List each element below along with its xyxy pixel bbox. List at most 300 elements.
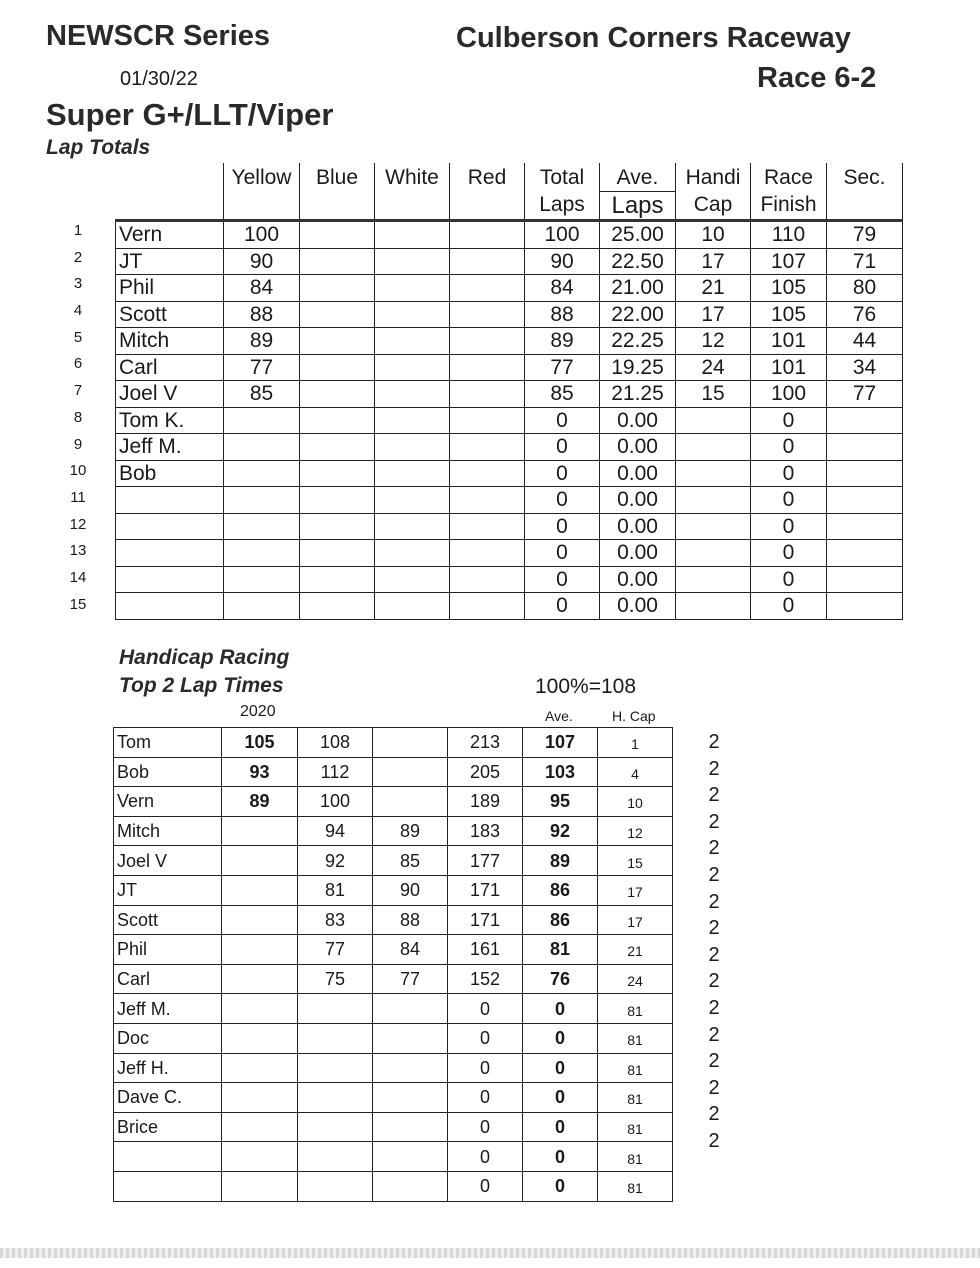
table-cell: 19.25 xyxy=(600,354,676,381)
column-header xyxy=(300,163,375,221)
table-cell: 0 xyxy=(448,1142,523,1172)
table-cell: 0 xyxy=(525,593,600,620)
row-number: 4 xyxy=(73,302,83,320)
table-cell: 0 xyxy=(448,1083,523,1113)
table-row xyxy=(116,407,903,434)
table-cell xyxy=(450,460,525,487)
table-cell: 76 xyxy=(827,301,903,328)
table-cell: 89 xyxy=(222,787,298,817)
table-cell xyxy=(298,994,373,1024)
row-number: 9 xyxy=(73,435,83,453)
handicap-label: H. Cap xyxy=(612,708,656,724)
table-cell xyxy=(298,1053,373,1083)
table-cell: 0 xyxy=(448,1053,523,1083)
table-cell xyxy=(373,1112,448,1142)
table-cell: 81 xyxy=(598,1142,673,1172)
table-cell: 84 xyxy=(373,935,448,965)
table-cell: 94 xyxy=(298,816,373,846)
table-cell: 12 xyxy=(676,328,751,355)
table-cell xyxy=(375,275,450,302)
table-row xyxy=(116,301,903,328)
header-line: Yellow xyxy=(231,166,292,189)
table-cell xyxy=(450,407,525,434)
table-cell xyxy=(222,1171,298,1201)
table-cell: 0 xyxy=(525,407,600,434)
table-cell: 171 xyxy=(448,905,523,935)
table-row xyxy=(114,816,673,846)
table-cell: 24 xyxy=(598,964,673,994)
race-date: 01/30/22 xyxy=(120,68,198,90)
table-cell: 107 xyxy=(751,248,827,275)
driver-name-cell: Phil xyxy=(116,275,224,302)
table-cell xyxy=(375,407,450,434)
header-line: Total xyxy=(539,166,585,189)
row-number: 12 xyxy=(69,515,87,533)
header-line: White xyxy=(385,166,439,189)
table-cell xyxy=(300,460,375,487)
table-cell xyxy=(300,275,375,302)
table-cell xyxy=(298,1171,373,1201)
table-row xyxy=(116,221,903,249)
table-cell xyxy=(676,434,751,461)
table-cell xyxy=(373,728,448,758)
table-cell: 86 xyxy=(523,905,598,935)
table-cell: 189 xyxy=(448,787,523,817)
header-line: Laps xyxy=(539,193,585,216)
table-cell: 25.00 xyxy=(600,221,676,249)
table-row xyxy=(114,1023,673,1053)
table-cell xyxy=(450,513,525,540)
table-cell: 103 xyxy=(523,757,598,787)
table-cell xyxy=(222,935,298,965)
driver-name-cell xyxy=(116,513,224,540)
table-cell: 0 xyxy=(751,487,827,514)
table-cell xyxy=(222,1053,298,1083)
table-cell xyxy=(373,1023,448,1053)
table-cell: 81 xyxy=(598,1053,673,1083)
table-row xyxy=(114,787,673,817)
table-cell: 44 xyxy=(827,328,903,355)
table-row xyxy=(114,905,673,935)
driver-name-cell: Joel V xyxy=(116,381,224,408)
table-cell: 10 xyxy=(676,221,751,249)
table-cell: 15 xyxy=(598,846,673,876)
table-row xyxy=(114,875,673,905)
series-title: NEWSCR Series xyxy=(46,20,271,52)
table-cell xyxy=(450,487,525,514)
table-cell xyxy=(827,407,903,434)
table-cell: 93 xyxy=(222,757,298,787)
table-cell: 0 xyxy=(448,1023,523,1053)
table-row xyxy=(116,487,903,514)
handicap-table xyxy=(113,727,673,1202)
table-cell: 107 xyxy=(523,728,598,758)
column-header xyxy=(676,163,751,221)
heat-count: 2 xyxy=(708,1023,720,1046)
table-cell xyxy=(375,434,450,461)
average-label: Ave. xyxy=(545,708,573,724)
table-cell xyxy=(450,248,525,275)
table-cell: 0 xyxy=(523,1053,598,1083)
table-cell: 80 xyxy=(827,275,903,302)
table-cell xyxy=(827,566,903,593)
table-cell xyxy=(373,1083,448,1113)
driver-name-cell: Carl xyxy=(116,354,224,381)
column-header xyxy=(827,163,903,221)
table-cell: 100 xyxy=(224,221,300,249)
table-row xyxy=(114,1171,673,1201)
table-cell xyxy=(373,994,448,1024)
table-cell xyxy=(222,964,298,994)
table-cell: 4 xyxy=(598,757,673,787)
table-row xyxy=(114,964,673,994)
table-cell: 90 xyxy=(373,875,448,905)
table-cell xyxy=(375,354,450,381)
table-cell: 161 xyxy=(448,935,523,965)
table-cell xyxy=(375,593,450,620)
table-cell xyxy=(300,566,375,593)
table-cell: 100 xyxy=(525,221,600,249)
table-cell xyxy=(676,460,751,487)
table-cell: 95 xyxy=(523,787,598,817)
handicap-racing-heading: Handicap Racing xyxy=(119,646,290,669)
driver-name-cell: JT xyxy=(116,248,224,275)
table-cell xyxy=(300,434,375,461)
driver-name-cell xyxy=(114,1142,222,1172)
table-cell: 22.25 xyxy=(600,328,676,355)
table-cell xyxy=(300,354,375,381)
table-row xyxy=(114,1083,673,1113)
table-cell: 92 xyxy=(523,816,598,846)
table-cell: 89 xyxy=(523,846,598,876)
table-cell: 85 xyxy=(224,381,300,408)
table-cell xyxy=(450,275,525,302)
table-cell: 90 xyxy=(224,248,300,275)
table-cell: 0.00 xyxy=(600,566,676,593)
table-cell: 177 xyxy=(448,846,523,876)
table-cell: 101 xyxy=(751,354,827,381)
driver-name-cell: Carl xyxy=(114,964,222,994)
table-cell: 105 xyxy=(222,728,298,758)
header-line: Handi xyxy=(685,166,741,189)
table-cell: 86 xyxy=(523,875,598,905)
table-cell: 0 xyxy=(525,513,600,540)
table-cell xyxy=(375,221,450,249)
table-cell: 0 xyxy=(523,1171,598,1201)
header-blank xyxy=(116,163,224,221)
table-cell: 0.00 xyxy=(600,434,676,461)
heat-count: 2 xyxy=(708,917,720,940)
table-cell: 0 xyxy=(523,1112,598,1142)
table-cell: 71 xyxy=(827,248,903,275)
table-cell: 22.00 xyxy=(600,301,676,328)
table-cell: 12 xyxy=(598,816,673,846)
driver-name-cell: Mitch xyxy=(116,328,224,355)
table-cell xyxy=(224,513,300,540)
heat-count: 2 xyxy=(708,731,720,753)
table-cell: 83 xyxy=(298,905,373,935)
table-cell xyxy=(375,566,450,593)
table-cell: 88 xyxy=(224,301,300,328)
driver-name-cell: Joel V xyxy=(114,846,222,876)
row-number: 8 xyxy=(73,408,83,426)
table-cell: 77 xyxy=(298,935,373,965)
table-cell xyxy=(676,487,751,514)
table-cell xyxy=(450,328,525,355)
heat-count: 2 xyxy=(708,970,720,993)
table-cell: 89 xyxy=(224,328,300,355)
table-cell xyxy=(300,540,375,567)
table-cell: 24 xyxy=(676,354,751,381)
table-cell xyxy=(373,757,448,787)
scan-edge xyxy=(0,1248,980,1258)
driver-name-cell: Vern xyxy=(114,787,222,817)
table-cell xyxy=(827,593,903,620)
table-cell xyxy=(300,513,375,540)
table-cell: 92 xyxy=(298,846,373,876)
driver-name-cell: JT xyxy=(114,875,222,905)
table-cell: 0 xyxy=(523,1083,598,1113)
row-number: 5 xyxy=(73,328,83,346)
driver-name-cell: Tom xyxy=(114,728,222,758)
table-cell xyxy=(224,434,300,461)
table-cell xyxy=(224,460,300,487)
table-cell xyxy=(298,1023,373,1053)
lap-totals-table xyxy=(115,163,903,620)
table-cell: 205 xyxy=(448,757,523,787)
table-cell: 15 xyxy=(676,381,751,408)
driver-name-cell xyxy=(116,566,224,593)
table-cell xyxy=(300,407,375,434)
driver-name-cell xyxy=(116,540,224,567)
row-number: 6 xyxy=(73,355,83,373)
table-cell xyxy=(222,1112,298,1142)
table-cell: 17 xyxy=(676,301,751,328)
table-cell xyxy=(827,460,903,487)
table-cell: 100 xyxy=(751,381,827,408)
header-line: Sec. xyxy=(843,166,886,189)
driver-name-cell: Doc xyxy=(114,1023,222,1053)
table-cell: 0 xyxy=(525,566,600,593)
driver-name-cell: Jeff M. xyxy=(116,434,224,461)
driver-name-cell: Bob xyxy=(114,757,222,787)
table-row xyxy=(116,593,903,620)
table-cell: 0 xyxy=(448,994,523,1024)
table-cell: 22.50 xyxy=(600,248,676,275)
driver-name-cell: Phil xyxy=(114,935,222,965)
table-cell xyxy=(676,566,751,593)
table-cell xyxy=(300,328,375,355)
table-cell: 105 xyxy=(751,301,827,328)
heat-count: 2 xyxy=(708,863,720,886)
table-row xyxy=(114,757,673,787)
table-cell xyxy=(298,1112,373,1142)
table-cell: 10 xyxy=(598,787,673,817)
table-cell xyxy=(676,540,751,567)
table-cell: 0 xyxy=(448,1171,523,1201)
row-number: 14 xyxy=(69,568,87,586)
table-cell xyxy=(373,787,448,817)
heat-count: 2 xyxy=(708,890,720,913)
heat-count: 2 xyxy=(708,1103,720,1126)
table-row xyxy=(114,1112,673,1142)
table-cell: 100 xyxy=(298,787,373,817)
table-row xyxy=(116,434,903,461)
table-cell: 0 xyxy=(525,540,600,567)
table-cell xyxy=(222,994,298,1024)
table-row xyxy=(114,935,673,965)
driver-name-cell: Tom K. xyxy=(116,407,224,434)
heat-count: 2 xyxy=(708,837,720,860)
table-row xyxy=(116,540,903,567)
table-cell xyxy=(300,381,375,408)
table-cell: 0 xyxy=(751,407,827,434)
table-cell: 17 xyxy=(676,248,751,275)
table-cell xyxy=(222,905,298,935)
heat-count: 2 xyxy=(708,784,720,807)
race-number: Race 6-2 xyxy=(757,62,877,94)
table-cell: 17 xyxy=(598,875,673,905)
header-line: Red xyxy=(467,166,507,189)
table-cell: 76 xyxy=(523,964,598,994)
table-cell: 88 xyxy=(525,301,600,328)
table-cell: 171 xyxy=(448,875,523,905)
table-cell: 0.00 xyxy=(600,540,676,567)
driver-name-cell: Vern xyxy=(116,221,224,249)
table-cell: 0.00 xyxy=(600,513,676,540)
table-cell xyxy=(222,1142,298,1172)
table-cell: 34 xyxy=(827,354,903,381)
column-header xyxy=(224,163,300,221)
table-cell xyxy=(222,816,298,846)
table-cell: 21.00 xyxy=(600,275,676,302)
table-cell: 0 xyxy=(751,540,827,567)
year-label: 2020 xyxy=(240,703,276,720)
table-cell xyxy=(827,540,903,567)
table-cell: 101 xyxy=(751,328,827,355)
row-number: 1 xyxy=(73,222,83,239)
table-cell: 81 xyxy=(523,935,598,965)
table-cell xyxy=(373,1171,448,1201)
table-cell: 84 xyxy=(224,275,300,302)
table-cell xyxy=(375,487,450,514)
table-cell: 81 xyxy=(598,1171,673,1201)
table-cell xyxy=(375,460,450,487)
table-cell: 90 xyxy=(525,248,600,275)
table-cell: 21.25 xyxy=(600,381,676,408)
table-cell xyxy=(373,1142,448,1172)
table-cell: 112 xyxy=(298,757,373,787)
table-cell xyxy=(375,381,450,408)
heat-count: 2 xyxy=(708,1129,720,1152)
table-cell: 88 xyxy=(373,905,448,935)
table-cell xyxy=(450,381,525,408)
table-cell xyxy=(676,593,751,620)
table-cell: 110 xyxy=(751,221,827,249)
table-cell xyxy=(375,248,450,275)
column-header xyxy=(375,163,450,221)
table-row xyxy=(116,566,903,593)
table-cell: 0 xyxy=(751,593,827,620)
table-cell: 0 xyxy=(525,460,600,487)
table-cell: 77 xyxy=(525,354,600,381)
table-cell: 183 xyxy=(448,816,523,846)
table-cell: 77 xyxy=(827,381,903,408)
table-cell xyxy=(300,301,375,328)
driver-name-cell: Scott xyxy=(116,301,224,328)
table-cell xyxy=(222,1083,298,1113)
table-cell xyxy=(450,221,525,249)
table-row xyxy=(114,1142,673,1172)
table-cell xyxy=(676,513,751,540)
table-cell: 77 xyxy=(373,964,448,994)
table-cell: 0 xyxy=(525,434,600,461)
table-cell xyxy=(450,540,525,567)
table-cell: 0.00 xyxy=(600,460,676,487)
table-cell xyxy=(222,1023,298,1053)
table-row xyxy=(114,1053,673,1083)
driver-name-cell xyxy=(116,487,224,514)
table-cell xyxy=(375,328,450,355)
column-header xyxy=(600,163,676,221)
table-cell: 108 xyxy=(298,728,373,758)
table-cell: 79 xyxy=(827,221,903,249)
table-cell xyxy=(300,593,375,620)
table-cell: 213 xyxy=(448,728,523,758)
table-cell: 0 xyxy=(751,460,827,487)
table-cell: 85 xyxy=(373,846,448,876)
row-number: 3 xyxy=(73,275,83,293)
table-cell: 21 xyxy=(676,275,751,302)
table-cell xyxy=(300,487,375,514)
driver-name-cell: Jeff M. xyxy=(114,994,222,1024)
table-cell xyxy=(298,1083,373,1113)
driver-name-cell: Dave C. xyxy=(114,1083,222,1113)
table-cell xyxy=(222,875,298,905)
table-cell: 0 xyxy=(448,1112,523,1142)
table-row xyxy=(116,381,903,408)
table-row xyxy=(114,994,673,1024)
top-two-lap-times-heading: Top 2 Lap Times xyxy=(119,674,284,697)
table-cell: 0.00 xyxy=(600,487,676,514)
table-cell xyxy=(450,434,525,461)
heat-count: 2 xyxy=(708,1050,720,1073)
row-number: 11 xyxy=(70,488,86,506)
heat-count: 2 xyxy=(708,1076,720,1099)
header-line: Race xyxy=(763,166,814,189)
table-cell xyxy=(224,407,300,434)
table-cell xyxy=(827,487,903,514)
table-cell xyxy=(375,540,450,567)
table-cell: 81 xyxy=(598,1112,673,1142)
table-cell xyxy=(224,566,300,593)
table-cell: 0 xyxy=(751,434,827,461)
table-cell: 0.00 xyxy=(600,407,676,434)
driver-name-cell: Mitch xyxy=(114,816,222,846)
header-line: Ave. xyxy=(600,164,675,192)
table-cell xyxy=(298,1142,373,1172)
class-name: Super G+/LLT/Viper xyxy=(46,97,334,132)
table-row xyxy=(116,275,903,302)
driver-name-cell xyxy=(114,1171,222,1201)
table-cell xyxy=(375,301,450,328)
table-cell xyxy=(222,846,298,876)
heat-count: 2 xyxy=(708,810,720,833)
percent-note: 100%=108 xyxy=(535,675,637,698)
column-header xyxy=(525,163,600,221)
column-header xyxy=(450,163,525,221)
row-number: 13 xyxy=(69,542,87,560)
